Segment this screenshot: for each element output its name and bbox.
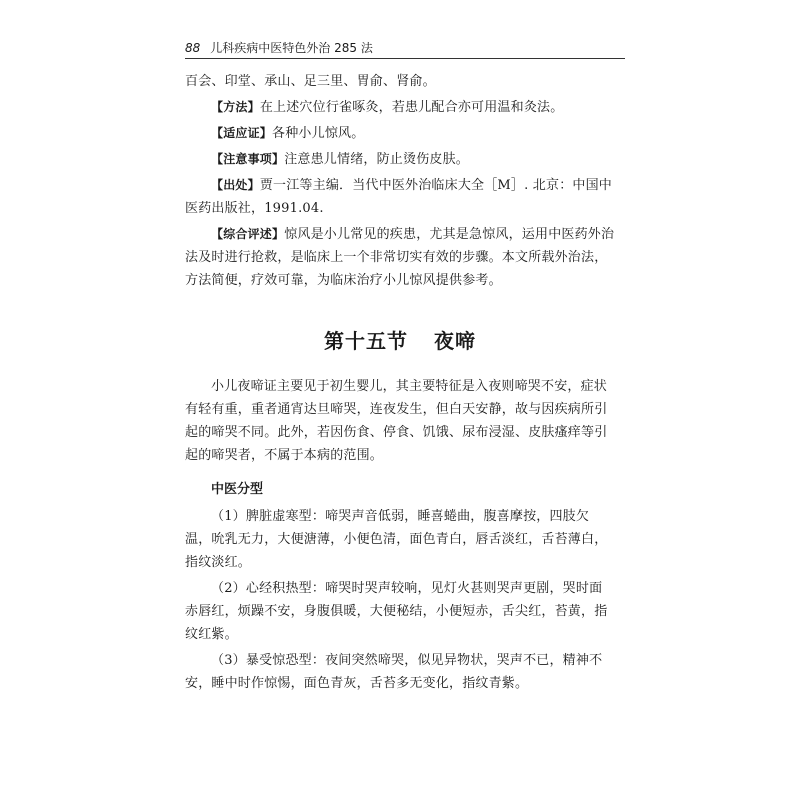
review-paragraph (185, 223, 615, 292)
section-number: 第十五节 (324, 329, 408, 353)
source-text: 贾一江等主编．当代中医外治临床大全［M］. 北京：中国中医药出版社，1991.04. (185, 178, 612, 216)
method-text: 在上述穴位行雀啄灸，若患儿配合亦可用温和灸法。 (259, 100, 564, 115)
indication-paragraph (185, 122, 615, 145)
review-text: 惊风是小儿常见的疾患，尤其是急惊风，运用中医药外治法及时进行抢救，是临床上一个非常切实有效的步骤。本文所载外治法，方法简便，疗效可靠，为临床治疗小儿惊风提供参考。 (185, 227, 615, 288)
method-label: 【方法】 (211, 100, 260, 114)
method-paragraph (185, 96, 615, 119)
tcm-types-heading: 中医分型 (211, 482, 264, 497)
section-heading (185, 326, 615, 356)
page-number: 88 (185, 41, 201, 55)
header-rule (185, 58, 625, 59)
section-intro (185, 375, 615, 470)
caution-text: 注意患儿情绪，防止烫伤皮肤。 (284, 152, 470, 167)
review-label: 【综合评述】 (211, 227, 285, 241)
intro-paragraph: 小儿夜啼证主要见于初生婴儿，其主要特征是入夜则啼哭不安，症状有轻有重，重者通宵达旦啼哭，连夜发生，但白天安静，故与因疾病所引起的啼哭不同。此外，若因伤食、停食、饥饿、尿布浸湿、皮肤瘙痒等引起的啼哭者，不属于本病的范围。 (185, 379, 608, 463)
caution-paragraph (185, 148, 615, 171)
section-title: 夜啼 (434, 329, 476, 353)
acupoints-continuation: 百会、印堂、承山、足三里、胃俞、肾俞。 (185, 74, 436, 89)
book-title: 儿科疾病中医特色外治 285 法 (210, 41, 373, 55)
running-header (185, 40, 625, 56)
list-item: （2）心经积热型：啼哭时哭声较响，见灯火甚则哭声更剧，哭时面赤唇红，烦躁不安，身腹俱暖，大便秘结，小便短赤，舌尖红，苔黄，指纹红紫。 (185, 581, 608, 642)
source-paragraph (185, 174, 615, 220)
indication-text: 各种小儿惊风。 (272, 126, 365, 141)
treatment-entry (185, 70, 615, 295)
list-item: （3）暴受惊恐型：夜间突然啼哭，似见异物状，哭声不已，精神不安，睡中时作惊惕，面色青灰，舌苔多无变化，指纹青紫。 (185, 653, 603, 691)
tcm-types-list (185, 505, 615, 698)
source-label: 【出处】 (211, 178, 260, 192)
list-item: （1）脾脏虚寒型：啼哭声音低弱，睡喜蜷曲，腹喜摩按，四肢欠温，吮乳无力，大便溏薄，小便色清，面色青白，唇舌淡红，舌苔薄白，指纹淡红。 (185, 509, 608, 570)
caution-label: 【注意事项】 (211, 152, 285, 166)
indication-label: 【适应证】 (211, 126, 273, 140)
